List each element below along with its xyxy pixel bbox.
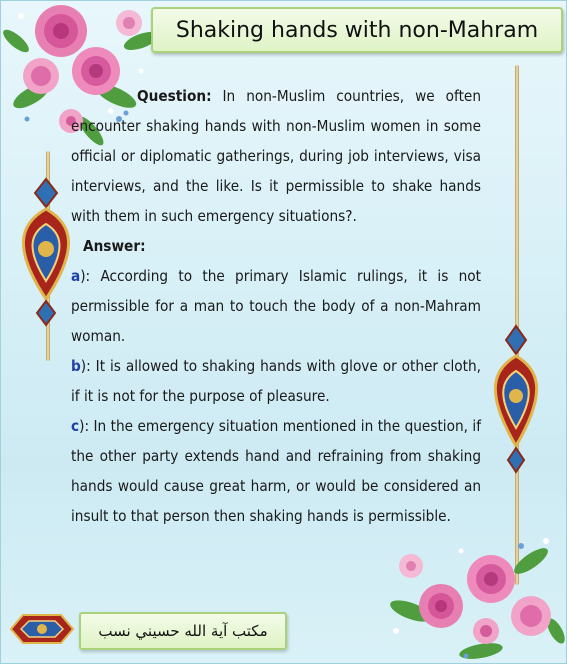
answer-item-b: [71, 351, 481, 411]
answer-letter: b: [71, 357, 81, 375]
answer-item-a: [71, 261, 481, 351]
article-body: [71, 81, 481, 531]
answer-label: Answer:: [83, 237, 146, 255]
question-text: In non-Muslim countries, we often encounter shaking hands with non-Muslim women in some official or diplomatic gatherings, during job interviews, visa interviews, and the like. Is it permissible to shake hands with them in such emergency situations?.: [71, 87, 481, 225]
answer-letter: c: [71, 417, 80, 435]
rose-bouquet-icon: [381, 521, 567, 664]
page-title: Shaking hands with non-Mahram: [151, 7, 563, 53]
answer-letter: a: [71, 267, 81, 285]
answer-text: ): In the emergency situation mentioned in the question, if the other party extends hand and refraining from shaking hands would cause great harm, or would be considered an insult to that person then shaking hands is permissible.: [71, 417, 481, 525]
answer-text: ): According to the primary Islamic rulings, it is not permissible for a man to touch the body of a non-Mahram woman.: [71, 267, 481, 345]
footer-credit: مکتب آية الله حسيني نسب: [79, 612, 287, 650]
question-label: Question:: [137, 87, 212, 105]
arabesque-ornament-icon: [9, 609, 75, 649]
question-paragraph: [71, 81, 481, 231]
arabesque-ornament-icon: [487, 326, 545, 476]
arabesque-ornament-icon: [13, 179, 79, 329]
answer-text: ): It is allowed to shaking hands with glove or other cloth, if it is not for the purpose of pleasure.: [71, 357, 481, 405]
answer-item-c: [71, 411, 481, 531]
